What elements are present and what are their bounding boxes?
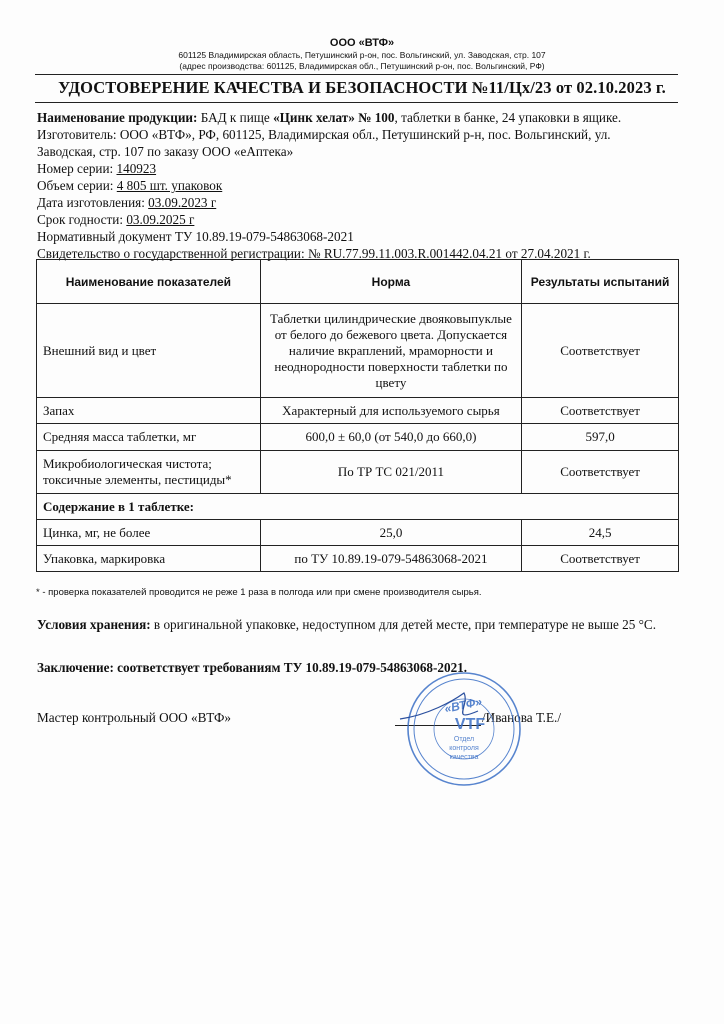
cell-norm: По ТР ТС 021/2011: [260, 451, 521, 494]
manufacturer-line-1: Изготовитель: ООО «ВТФ», РФ, 601125, Владимирская обл., Петушинский р-н, пос. Вольгинский, ул.: [37, 127, 611, 142]
stamp-line: контроля: [449, 745, 479, 752]
product-prefix: БАД к пище: [197, 110, 274, 125]
cell-indicator: Средняя масса таблетки, мг: [37, 424, 261, 451]
conclusion: Заключение: соответствует требованиям ТУ 10.89.19-079-54863068-2021.: [37, 660, 468, 675]
signature-name: /Иванова Т.Е./: [482, 710, 561, 725]
cell-result: 597,0: [522, 424, 679, 451]
registration-line: Свидетельство о государственной регистрации: № RU.77.99.11.003.R.001442.04.21 от 27.04.2021 г.: [37, 246, 591, 261]
product-suffix: , таблетки в банке, 24 упаковки в ящике.: [394, 110, 622, 125]
header-result: Результаты испытаний: [522, 260, 679, 304]
volume-label: Объем серии:: [37, 178, 117, 193]
table-row: [37, 304, 679, 398]
cell-norm: 25,0: [260, 520, 521, 546]
table-row: [37, 398, 679, 424]
series-label: Номер серии:: [37, 161, 117, 176]
series-line: [37, 161, 156, 177]
footnote: * - проверка показателей проводится не реже 1 раза в полгода или при смене производителя сырья.: [36, 587, 482, 598]
table-row: [37, 451, 679, 494]
signature-position: Мастер контрольный ООО «ВТФ»: [37, 710, 231, 725]
cell-result: Соответствует: [522, 546, 679, 572]
company-address: 601125 Владимирская область, Петушинский р-он, пос. Вольгинский, ул. Заводская, стр. 107: [178, 50, 546, 60]
cell-result: 24,5: [522, 520, 679, 546]
header-rule-bottom: [35, 102, 678, 103]
stamp-line: качества: [449, 754, 479, 761]
table-section-row: [37, 494, 679, 520]
table-header-row: [37, 260, 679, 304]
product-label: Наименование продукции:: [37, 110, 198, 125]
quality-table: [36, 259, 679, 572]
table-row: [37, 520, 679, 546]
header-rule-top: [35, 74, 678, 75]
table-row: [37, 546, 679, 572]
series-value: 140923: [116, 161, 157, 176]
storage-text: в оригинальной упаковке, недоступном для детей месте, при температуре не выше 25 °С.: [150, 617, 657, 632]
cell-indicator: Микробиологическая чистота; токсичные элементы, пестициды*: [37, 451, 261, 494]
product-line: [37, 110, 621, 126]
volume-line: [37, 178, 222, 194]
manufacture-date-line: [37, 195, 216, 211]
stamp-line: Отдел: [453, 736, 475, 743]
storage-conditions: [37, 616, 682, 633]
manufacturer-line-2: Заводская, стр. 107 по заказу ООО «еАптека»: [37, 144, 294, 159]
cell-indicator: Цинка, мг, не более: [37, 520, 261, 546]
quality-control-stamp: [398, 671, 526, 791]
manufacture-date-label: Дата изготовления:: [37, 195, 149, 210]
cell-result: Соответствует: [522, 451, 679, 494]
cell-result: Соответствует: [522, 398, 679, 424]
cell-indicator: Внешний вид и цвет: [37, 304, 261, 398]
document-title: УДОСТОВЕРЕНИЕ КАЧЕСТВА И БЕЗОПАСНОСТИ №11/Цх/23 от 02.10.2023 г.: [58, 78, 666, 97]
stamp-org: «ВТФ»: [443, 694, 484, 716]
cell-indicator: Упаковка, маркировка: [37, 546, 261, 572]
normative-line: Нормативный документ ТУ 10.89.19-079-54863068-2021: [37, 229, 354, 244]
product-name: «Цинк хелат» № 100: [273, 110, 395, 125]
cell-indicator: Запах: [37, 398, 261, 424]
expiry-label: Срок годности:: [37, 212, 127, 227]
header-indicator: Наименование показателей: [37, 260, 261, 304]
cell-norm: Характерный для используемого сырья: [260, 398, 521, 424]
cell-norm: по ТУ 10.89.19-079-54863068-2021: [260, 546, 521, 572]
expiry-value: 03.09.2025 г: [126, 212, 195, 227]
manufacture-date-value: 03.09.2023 г: [148, 195, 217, 210]
cell-result: Соответствует: [522, 304, 679, 398]
cell-norm: Таблетки цилиндрические двояковыпуклые от белого до бежевого цвета. Допускается наличие вкраплений, мраморности и неоднородности поверхности таблетки по цвету: [260, 304, 521, 398]
volume-value: 4 805 шт. упаковок: [116, 178, 223, 193]
stamp-logo: VTF: [454, 716, 486, 733]
cell-norm: 600,0 ± 60,0 (от 540,0 до 660,0): [260, 424, 521, 451]
table-row: [37, 424, 679, 451]
header-norm: Норма: [260, 260, 521, 304]
production-address: (адрес производства: 601125, Владимирская обл., Петушинский р-он, пос. Вольгинский, РФ): [179, 61, 545, 71]
expiry-line: [37, 212, 194, 228]
company-name: ООО «ВТФ»: [329, 37, 395, 49]
storage-label: Условия хранения:: [37, 617, 151, 632]
section-label: Содержание в 1 таблетке:: [37, 494, 679, 520]
